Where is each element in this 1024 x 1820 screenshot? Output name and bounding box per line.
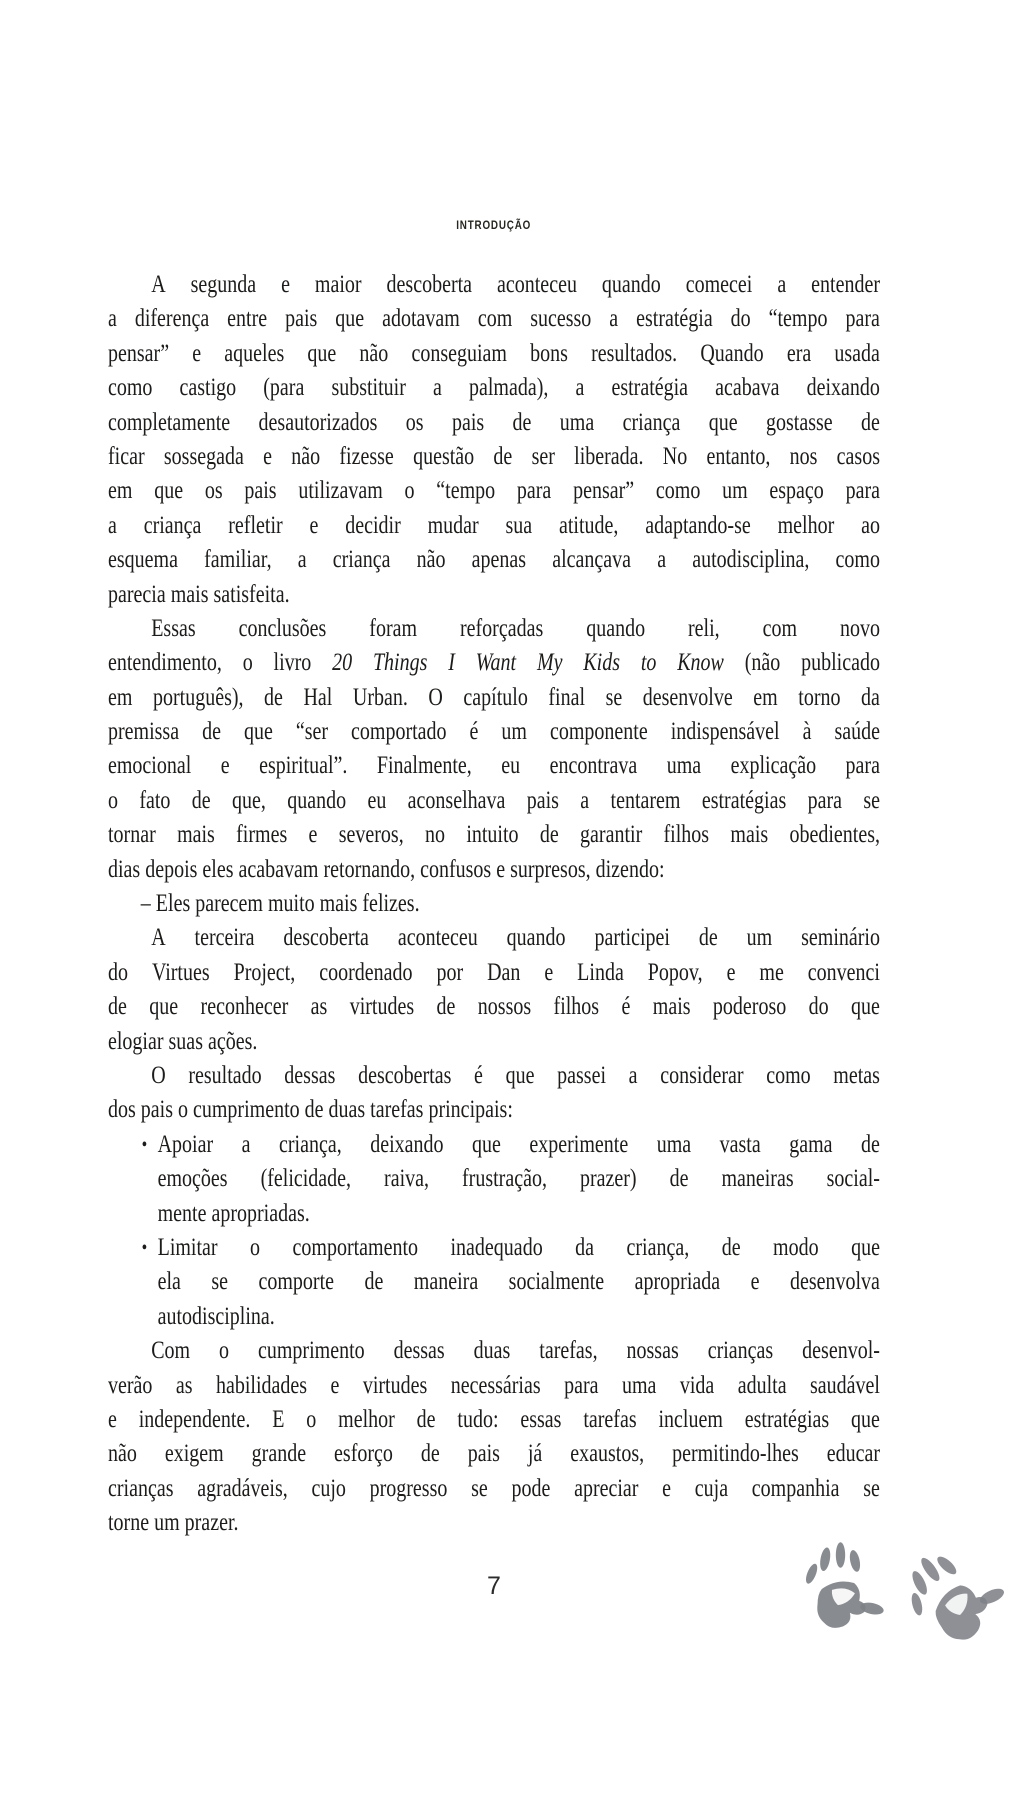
text-line: em português), de Hal Urban. O capítulo final se desenvolve em torno da — [108, 683, 880, 711]
text-line: ficar sossegada e não fizesse questão de ser liberada. No entanto, nos casos — [108, 442, 880, 470]
text-line: emocional e espiritual”. Finalmente, eu encontrava uma explicação para — [108, 752, 880, 780]
text-line: dias depois eles acabavam retornando, confusos e surpresos, dizendo: — [108, 855, 665, 883]
text-line: Essas conclusões foram reforçadas quando reli, com novo — [151, 614, 880, 642]
text-line: pensar” e aqueles que não conseguiam bons resultados. Quando era usada — [108, 339, 880, 367]
text-line: a criança refletir e decidir mudar sua atitude, adaptando-se melhor ao — [108, 511, 880, 539]
handprint-icons — [782, 1498, 1018, 1664]
text-line: de que reconhecer as virtudes de nossos filhos é mais poderoso do que — [108, 993, 880, 1021]
page-number: 7 — [487, 1572, 501, 1600]
text-line: ela se comporte de maneira socialmente apropriada e desenvolva — [157, 1268, 880, 1296]
text-line: autodisciplina. — [157, 1302, 275, 1330]
text-line: entendimento, o livro 20 Things I Want My Kids to Know (não publicado — [108, 649, 880, 677]
text-line: A segunda e maior descoberta aconteceu quando comecei a entender — [151, 271, 880, 298]
text-line: esquema familiar, a criança não apenas alcançava a autodisciplina, como — [108, 546, 880, 574]
text-line: a diferença entre pais que adotavam com sucesso a estratégia do “tempo para — [108, 305, 880, 333]
bullet-marker: • — [141, 1133, 148, 1156]
handprint-icon — [890, 1530, 1015, 1657]
handprints — [782, 1498, 1018, 1664]
text-line: o fato de que, quando eu aconselhava pais a tentarem estratégias para se — [108, 786, 880, 814]
text-line: tornar mais firmes e severos, no intuito de garantir filhos mais obedientes, — [108, 821, 880, 849]
text-line: e independente. E o melhor de tudo: essas tarefas incluem estratégias que — [108, 1405, 880, 1433]
text-line: não exigem grande esforço de pais já exaustos, permitindo-lhes educar — [108, 1440, 880, 1468]
text-line: como castigo (para substituir a palmada), a estratégia acabava deixando — [108, 374, 880, 402]
text-line: emoções (felicidade, raiva, frustração, prazer) de maneiras social- — [157, 1165, 880, 1193]
page-body — [108, 268, 880, 1540]
text-line: do Virtues Project, coordenado por Dan e Linda Popov, e me convenci — [108, 958, 880, 986]
text-line: premissa de que “ser comportado é um componente indispensável à saúde — [108, 718, 880, 746]
text-line: mente apropriadas. — [157, 1199, 310, 1227]
text-line: O resultado dessas descobertas é que passei a considerar como metas — [151, 1061, 880, 1089]
text-line: crianças agradáveis, cujo progresso se pode apreciar e cuja companhia se — [108, 1474, 880, 1502]
handprint-icon — [804, 1542, 885, 1628]
text-line: dos pais o cumprimento de duas tarefas principais: — [108, 1096, 513, 1124]
running-head — [108, 218, 880, 232]
bullet-marker: • — [141, 1236, 148, 1259]
chapter-title: INTRODUÇÃO — [456, 218, 532, 232]
text-line: completamente desautorizados os pais de uma criança que gostasse de — [108, 408, 880, 436]
text-line: Com o cumprimento dessas duas tarefas, nossas crianças desenvol- — [151, 1337, 880, 1365]
text-line: • Limitar o comportamento inadequado da criança, de modo que — [108, 1231, 880, 1265]
text-line: – Eles parecem muito mais felizes. — [140, 890, 420, 918]
text-line: A terceira descoberta aconteceu quando participei de um seminário — [151, 924, 880, 952]
text-line: em que os pais utilizavam o “tempo para pensar” como um espaço para — [108, 477, 880, 505]
text-line: torne um prazer. — [108, 1509, 239, 1537]
text-line: parecia mais satisfeita. — [108, 580, 290, 608]
text-line: • Apoiar a criança, deixando que experimente uma vasta gama de — [108, 1128, 880, 1162]
text-line: verão as habilidades e virtudes necessárias para uma vida adulta saudável — [108, 1371, 880, 1399]
text-line: elogiar suas ações. — [108, 1027, 258, 1055]
